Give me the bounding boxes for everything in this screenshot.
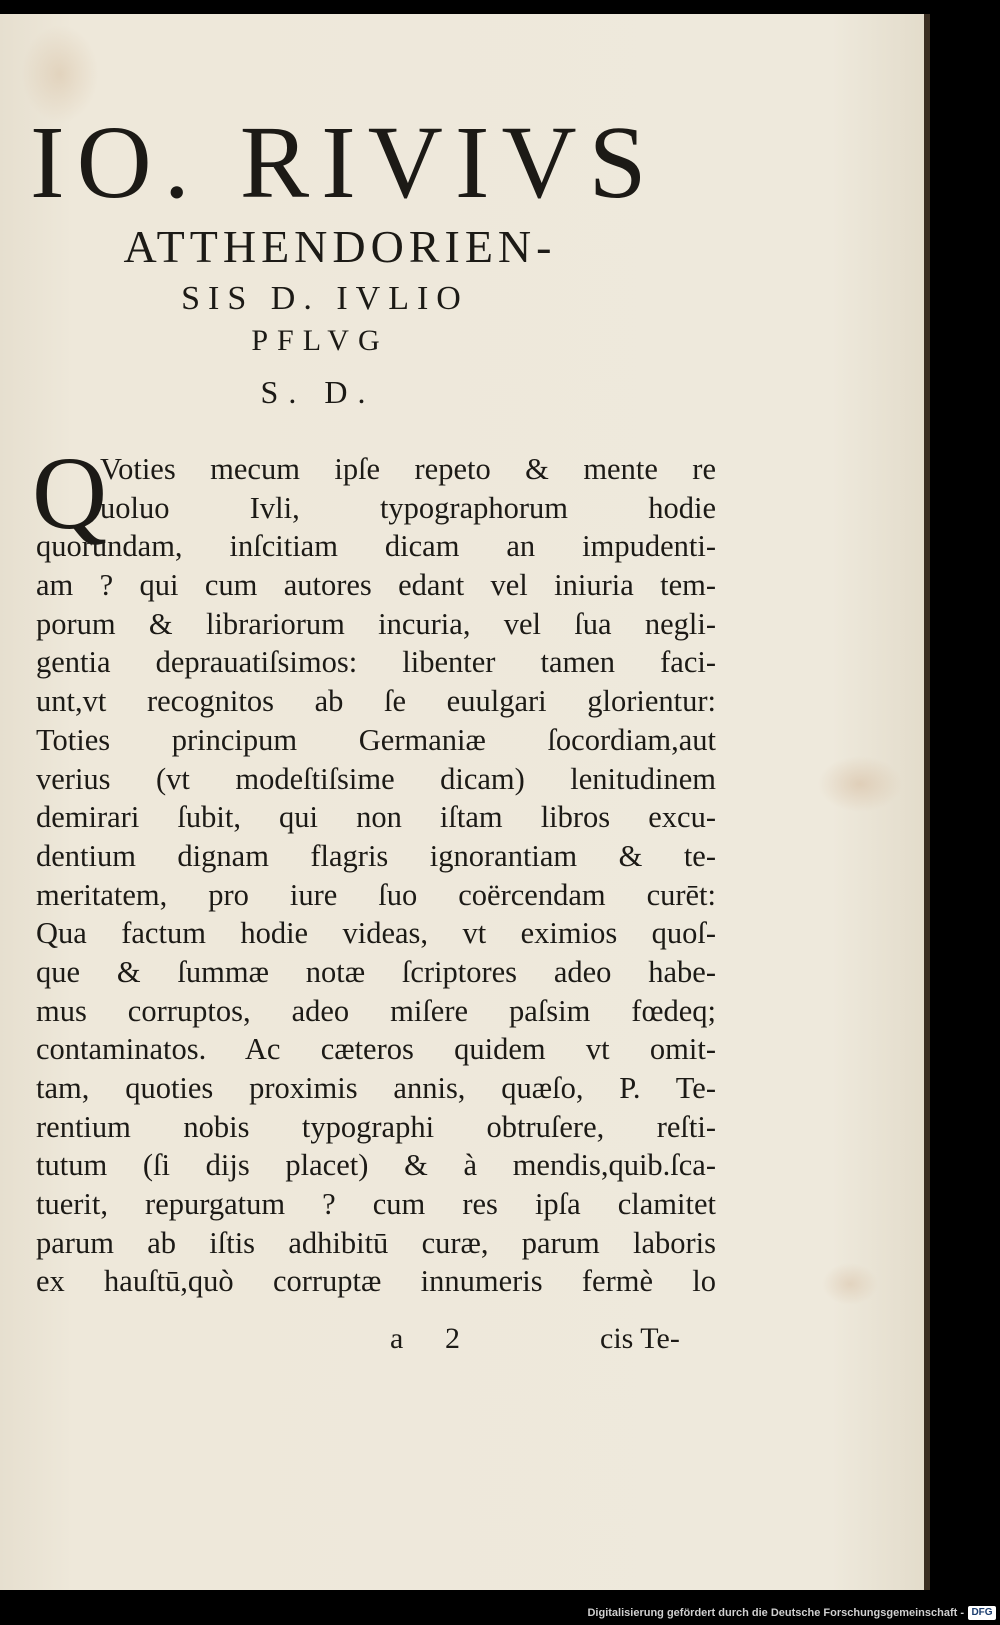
- body-text: [36, 450, 716, 1301]
- body-line: dentium dignam flagris ignorantiam & te-: [36, 838, 716, 873]
- body-line: uoluo Ivli, typographorum hodie: [100, 490, 716, 525]
- body-line: am ? qui cum autores edant vel iniuria tem-: [36, 568, 716, 603]
- body-line: que & ſummæ notæ ſcriptores adeo habe-: [36, 954, 716, 989]
- body-line: rentium nobis typographi obtruſere, reſti-: [36, 1109, 716, 1144]
- signature-number: 2: [445, 1322, 460, 1355]
- body-line: unt,vt recognitos ab ſe euulgari glorientur:: [36, 684, 716, 719]
- body-line: tutum (ſi dijs placet) & à mendis,quib.ſca-: [36, 1148, 716, 1183]
- body-line: demirari ſubit, qui non iſtam libros excu-: [36, 800, 716, 835]
- body-line: mus corruptos, adeo miſere paſsim fœdeq;: [36, 993, 716, 1028]
- body-line: meritatem, pro iure ſuo coërcendam curēt:: [36, 877, 716, 912]
- body-line: parum ab iſtis adhibitū curæ, parum laboris: [36, 1225, 716, 1260]
- signature-mark: [390, 1320, 460, 1358]
- body-line: verius (vt modeſtiſsime dicam) lenitudinem: [36, 761, 716, 796]
- body-line: porum & librariorum incuria, vel ſua negli-: [36, 606, 716, 641]
- body-line: Voties mecum ipſe repeto & mente re: [100, 452, 716, 486]
- heading-line-3: SIS D. IVLIO: [181, 280, 469, 317]
- credit-text: Digitalisierung gefördert durch die Deutsche Forschungsgemeinschaft -: [587, 1607, 964, 1619]
- signature-letter: a: [390, 1322, 404, 1355]
- body-line: tam, quoties proximis annis, quæſo, P. Te-: [36, 1071, 716, 1105]
- body-line: gentia deprauatiſsimos: libenter tamen faci-: [36, 645, 716, 680]
- page-title: IO. RIVIVS: [30, 105, 659, 220]
- dfg-logo: DFG: [968, 1606, 996, 1620]
- catchword: cis Te-: [600, 1322, 680, 1355]
- page-edge: [924, 14, 930, 1590]
- body-line: Qua factum hodie videas, vt eximios quoſ-: [36, 916, 716, 951]
- heading-line-5: S. D.: [260, 374, 376, 410]
- body-line: ex hauſtū,quò corruptæ innumeris fermè lo: [36, 1264, 716, 1299]
- body-line: contaminatos. Ac cæteros quidem vt omit-: [36, 1032, 716, 1067]
- body-line: quorundam, inſcitiam dicam an impudenti-: [36, 529, 716, 564]
- heading-line-2: ATTHENDORIEN-: [123, 221, 557, 272]
- heading-line-4: PFLVG: [251, 324, 389, 357]
- body-line: Toties principum Germaniæ ſocordiam,aut: [36, 722, 716, 757]
- book-page: [0, 14, 924, 1590]
- drop-cap: Q: [32, 436, 108, 551]
- body-line: tuerit, repurgatum ? cum res ipſa clamitet: [36, 1187, 716, 1222]
